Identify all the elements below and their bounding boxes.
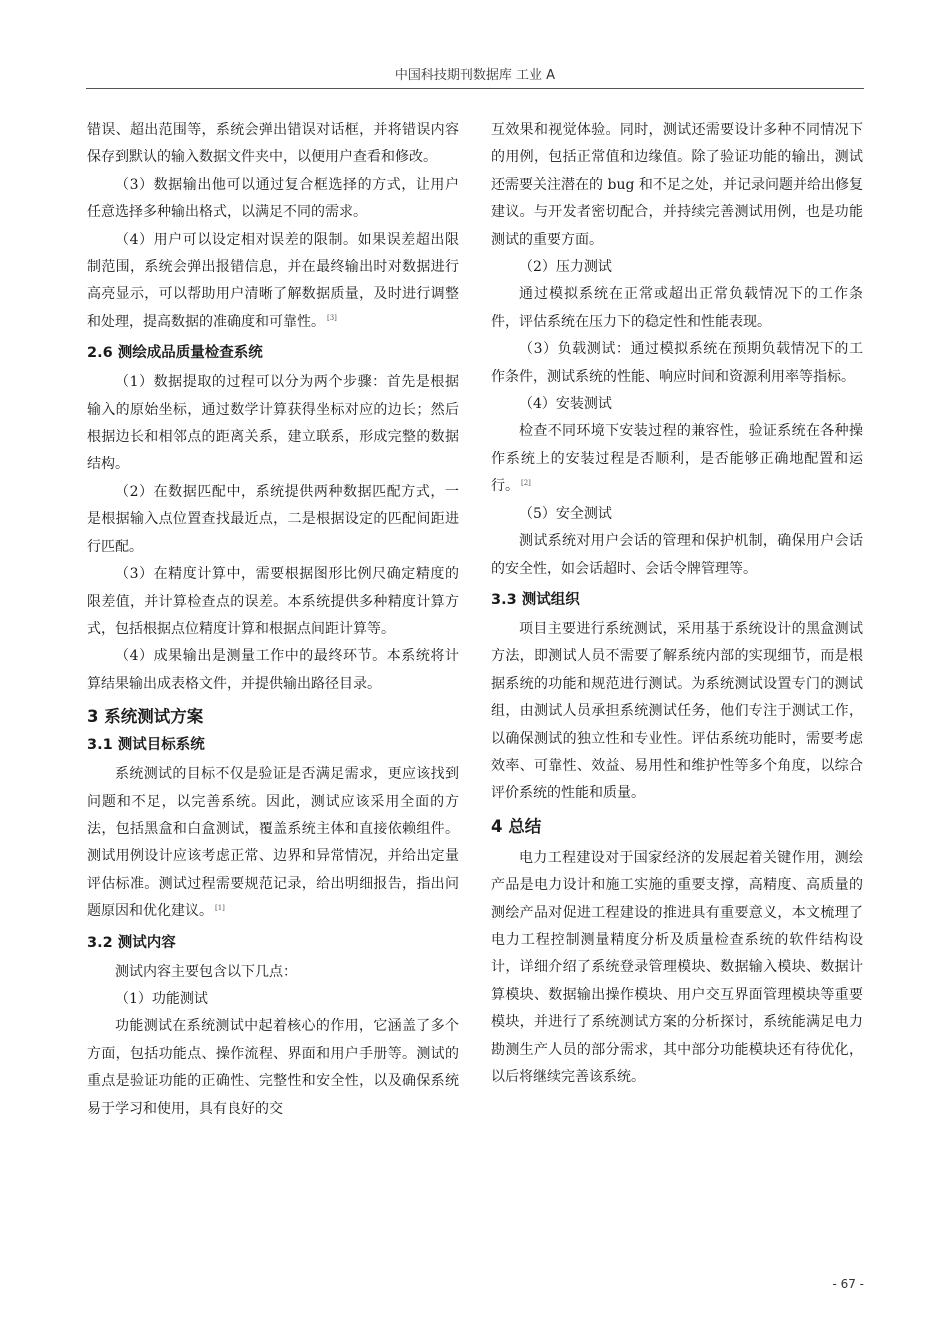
paragraph: （2）压力测试 xyxy=(519,259,612,276)
paragraph: 互效果和视觉体验。同时，测试还需要设计多种不同情况下的用例，包括正常值和边缘值。除了验证功能的输出，测试还需要关注潜在的 bug 和不足之处，并记录问题并给出修复建议。与开发者密切配合，并持续完善测试用例，也是功能测试的重要方面。 xyxy=(491,122,863,248)
paragraph: （3）负载测试：通过模拟系统在预期负载情况下的工作条件，测试系统的性能、响应时间和资源利用率等指标。 xyxy=(491,341,863,385)
paragraph: 电力工程建设对于国家经济的发展起着关键作用，测绘产品是电力设计和施工实施的重要支撑，高精度、高质量的测绘产品对促进工程建设的推进具有重要意义，本文梳理了电力工程控制测量精度分析及质量检查系统的软件结构设计，详细介绍了系统登录管理模块、数据输入模块、数据计算模块、数据输出操作模块、用户交互界面管理模块等重要模块，并进行了系统测试方案的分析探讨，系统能满足电力勘测生产人员的部分需求，其中部分功能模块还有待优化，以后将继续完善该系统。 xyxy=(491,849,863,1085)
paragraph-text: 检查不同环境下安装过程的兼容性，验证系统在各种操作系统上的安装过程是否顺利，是否能够正确地配置和运行。 xyxy=(491,423,863,495)
paragraph xyxy=(87,761,459,925)
paragraph: （3）数据输出他可以通过复合框选择的方式，让用户任意选择多种输出格式，以满足不同的需求。 xyxy=(87,176,459,221)
journal-header: 中国科技期刊数据库 工业 A xyxy=(394,68,556,83)
page-number: - 67 - xyxy=(832,1277,864,1291)
paragraph: 测试内容主要包含以下几点： xyxy=(115,963,297,980)
paragraph: （3）在精度计算中，需要根据图形比例尺确定精度的限差值，并计算检查点的误差。本系统提供多种精度计算方式，包括根据点位精度计算和根据点间距计算等。 xyxy=(87,566,459,637)
citation-marker: [2] xyxy=(521,478,531,487)
section-heading-3-1: 3.1 测试目标系统 xyxy=(87,737,205,754)
citation-marker: [3] xyxy=(327,314,337,323)
paragraph-text: 系统测试的目标不仅是验证是否满足需求，更应该找到问题和不足，以完善系统。因此，测试应该采用全面的方法，包括黑盒和白盒测试，覆盖系统主体和直接依赖组件。测试用例设计应该考虑正常、边界和异常情况，并给出定量评估标准。测试过程需要规范记录，给出明细报告，指出问题原因和优化建议。 xyxy=(87,766,459,920)
paragraph: 项目主要进行系统测试，采用基于系统设计的黑盒测试方法，即测试人员不需要了解系统内部的实现细节，而是根据系统的功能和规范进行测试。为系统测试设置专门的测试组，由测试人员承担系统测试任务，他们专注于测试工作，以确保测试的独立性和专业性。评估系统功能时，需要考虑效率、可靠性、效益、易用性和维护性等多个角度，以综合评价系统的性能和质量。 xyxy=(491,620,863,802)
right-column xyxy=(491,117,863,1091)
citation-marker: [1] xyxy=(215,903,225,912)
section-heading-4: 4 总结 xyxy=(491,816,542,836)
left-column xyxy=(87,117,459,1123)
paragraph: 通过模拟系统在正常或超出正常负载情况下的工作条件，评估系统在压力下的稳定性和性能表现。 xyxy=(491,286,863,330)
paragraph: （5）安全测试 xyxy=(519,505,612,522)
paragraph: 错误、超出范围等，系统会弹出错误对话框，并将错误内容保存到默认的输入数据文件夹中，以便用户查看和修改。 xyxy=(87,122,459,166)
section-heading-3-3: 3.3 测试组织 xyxy=(491,591,580,608)
paragraph xyxy=(87,227,459,337)
paragraph: 测试系统对用户会话的管理和保护机制，确保用户会话的安全性，如会话超时、会话令牌管理等。 xyxy=(491,533,863,577)
section-heading-3-2: 3.2 测试内容 xyxy=(87,934,176,951)
section-heading-3: 3 系统测试方案 xyxy=(87,707,204,727)
paragraph: （1）数据提取的过程可以分为两个步骤：首先是根据输入的原始坐标，通过数学计算获得坐标对应的边长；然后根据边长和相邻点的距离关系，建立联系，形成完整的数据结构。 xyxy=(87,374,459,473)
header-divider xyxy=(86,88,864,89)
paragraph-text: （4）用户可以设定相对误差的限制。如果误差超出限制范围，系统会弹出报错信息，并在最终输出时对数据进行高亮显示，可以帮助用户清晰了解数据质量，及时进行调整和处理，提高数据的准确度和可靠性。 xyxy=(87,231,459,330)
paragraph: （1）功能测试 xyxy=(115,990,208,1007)
paragraph: （4）成果输出是测量工作中的最终环节。本系统将计算结果输出成表格文件，并提供输出路径目录。 xyxy=(87,648,459,692)
paragraph: （2）在数据匹配中，系统提供两种数据匹配方式，一是根据输入点位置查找最近点，二是根据设定的匹配间距进行匹配。 xyxy=(87,483,459,555)
paragraph: 功能测试在系统测试中起着核心的作用，它涵盖了多个方面，包括功能点、操作流程、界面和用户手册等。测试的重点是验证功能的正确性、完整性和安全性，以及确保系统易于学习和使用，具有良好的交 xyxy=(87,1018,459,1117)
section-heading-2-6: 2.6 测绘成品质量检查系统 xyxy=(87,345,263,362)
paragraph xyxy=(491,418,863,500)
paragraph: （4）安装测试 xyxy=(519,396,612,413)
